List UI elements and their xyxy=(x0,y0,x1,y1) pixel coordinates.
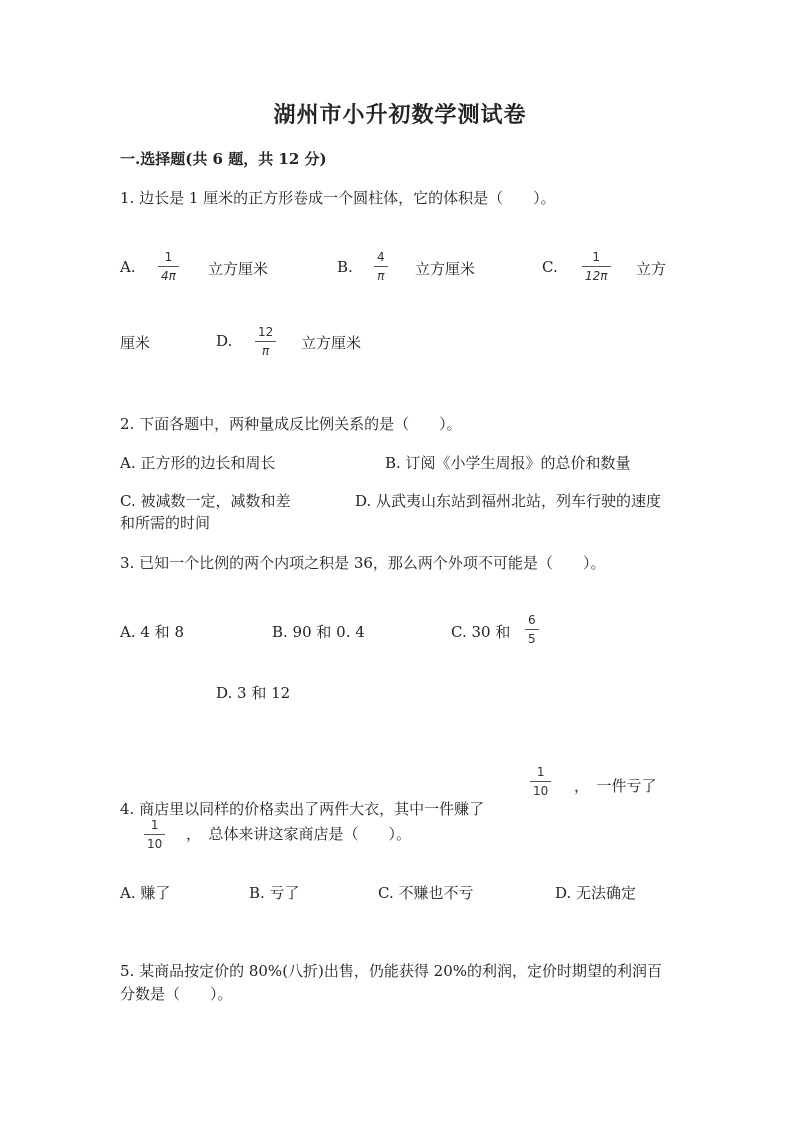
q4-option-b[interactable]: B. 亏了 xyxy=(249,884,300,902)
q1-option-a-label[interactable]: A. xyxy=(120,258,136,276)
q2-option-b[interactable]: B. 订阅《小学生周报》的总价和数量 xyxy=(385,454,631,472)
q1-option-c-label[interactable]: C. xyxy=(542,258,558,276)
q3-option-a[interactable]: A. 4 和 8 xyxy=(120,623,184,641)
section-heading: 一.选择题(共 6 题，共 12 分) xyxy=(120,150,327,168)
q3-option-b[interactable]: B. 90 和 0. 4 xyxy=(272,623,365,641)
question-2-stem: 2. 下面各题中，两种量成反比例关系的是（ ）。 xyxy=(120,415,462,433)
fraction-numerator: 6 xyxy=(528,613,536,627)
q1-option-d-fraction xyxy=(255,326,276,357)
fraction-numerator: 1 xyxy=(164,250,173,264)
question-1-stem: 1. 边长是 1 厘米的正方形卷成一个圆柱体，它的体积是（ ）。 xyxy=(120,189,556,207)
q1-option-b-fraction xyxy=(374,251,388,282)
question-5-stem-line1: 5. 某商品按定价的 80%(八折)出售，仍能获得 20%的利润，定价时期望的利润百 xyxy=(120,962,663,980)
fraction-denominator: π xyxy=(377,269,385,283)
fraction-denominator: 5 xyxy=(528,632,536,646)
q4-option-c[interactable]: C. 不赚也不亏 xyxy=(378,884,474,902)
q1-option-c-unit-continued: 厘米 xyxy=(120,334,151,352)
q1-option-d-label[interactable]: D. xyxy=(216,332,233,350)
fraction-numerator: 1 xyxy=(536,765,545,779)
question-4-stem-part3: ， 总体来讲这家商店是（ ）。 xyxy=(186,825,412,843)
q1-option-d-unit: 立方厘米 xyxy=(301,334,362,352)
question-5-stem-line2: 分数是（ ）。 xyxy=(120,985,233,1003)
fraction-denominator: π xyxy=(262,344,270,358)
q1-option-c-fraction xyxy=(582,251,611,282)
q2-option-c[interactable]: C. 被减数一定，减数和差 xyxy=(120,492,291,510)
q2-option-d[interactable]: D. 从武夷山东站到福州北站，列车行驶的速度 xyxy=(355,492,662,510)
page-title: 湖州市小升初数学测试卷 xyxy=(273,102,527,128)
q1-option-b-unit: 立方厘米 xyxy=(415,260,476,278)
fraction-numerator: 12 xyxy=(258,325,274,339)
fraction-denominator: 10 xyxy=(533,784,549,798)
q1-option-a-unit: 立方厘米 xyxy=(208,260,269,278)
question-3-stem: 3. 已知一个比例的两个内项之积是 36，那么两个外项不可能是（ ）。 xyxy=(120,554,606,572)
q2-option-a[interactable]: A. 正方形的边长和周长 xyxy=(120,454,276,472)
q1-option-b-label[interactable]: B. xyxy=(337,258,353,276)
fraction-numerator: 4 xyxy=(377,250,385,264)
q4-option-a[interactable]: A. 赚了 xyxy=(120,884,171,902)
question-4-stem-part1: 4. 商店里以同样的价格卖出了两件大衣，其中一件赚了 xyxy=(120,800,485,818)
q3-option-d[interactable]: D. 3 和 12 xyxy=(216,684,291,702)
q4-fraction-gain xyxy=(530,766,551,797)
fraction-numerator: 1 xyxy=(150,818,159,832)
q4-fraction-loss xyxy=(144,819,165,850)
fraction-numerator: 1 xyxy=(592,250,601,264)
fraction-denominator: 4π xyxy=(161,269,176,283)
q3-option-c-fraction xyxy=(525,614,539,645)
fraction-denominator: 10 xyxy=(147,837,163,851)
fraction-denominator: 12π xyxy=(585,269,608,283)
q1-option-c-unit: 立方 xyxy=(636,260,667,278)
question-4-stem-part2: ， 一件亏了 xyxy=(574,777,657,795)
q3-option-c[interactable]: C. 30 和 xyxy=(451,623,511,641)
q1-option-a-fraction xyxy=(158,251,179,282)
q4-option-d[interactable]: D. 无法确定 xyxy=(555,884,637,902)
q2-option-d-continued[interactable]: 和所需的时间 xyxy=(120,514,211,532)
